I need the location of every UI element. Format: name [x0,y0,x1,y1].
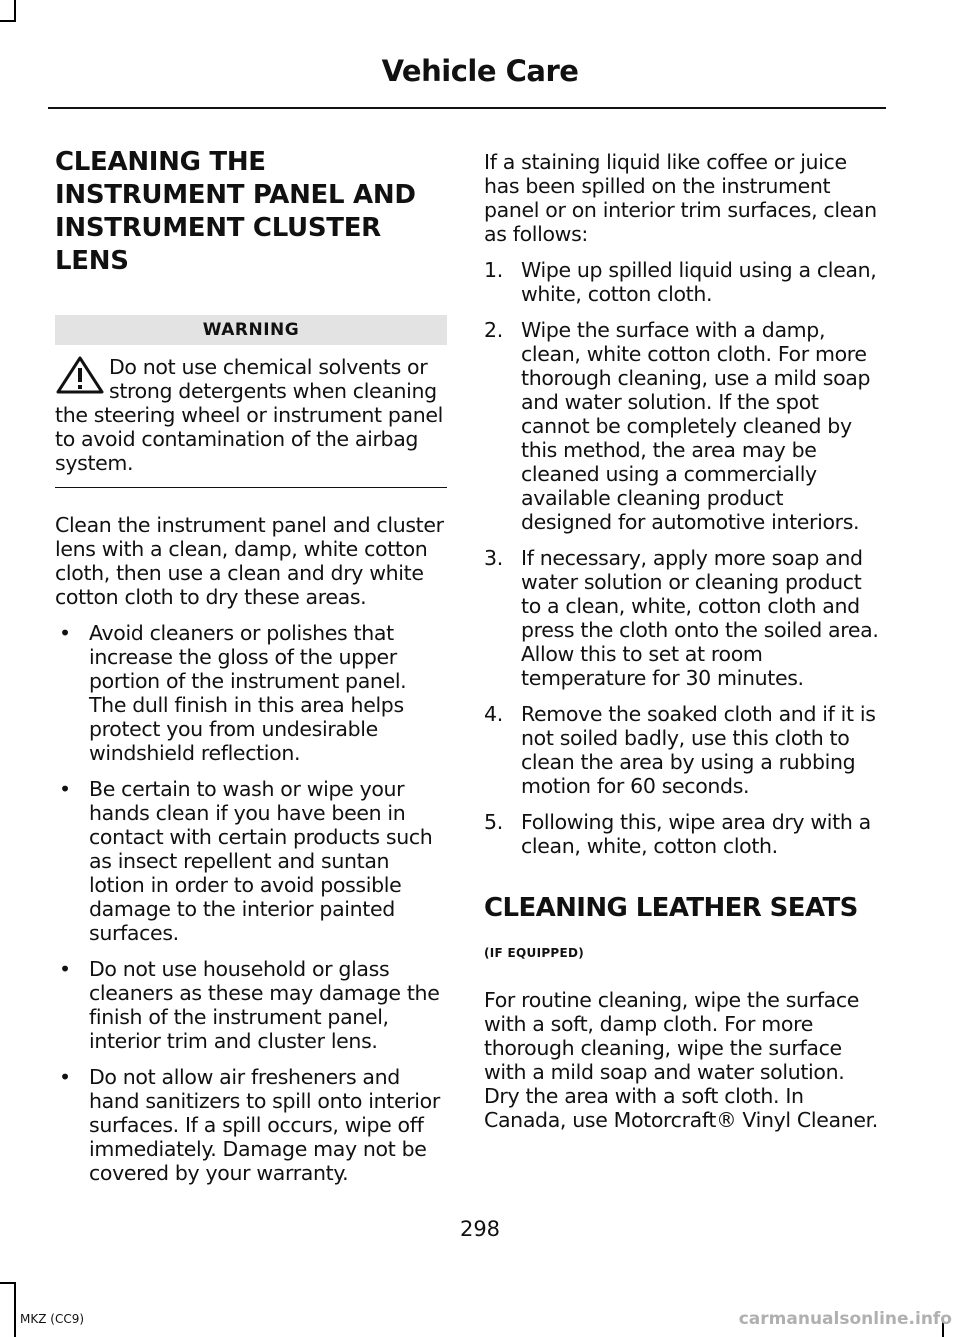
header-divider [48,107,886,109]
right-column [484,150,880,1132]
list-item [55,777,447,945]
leather-seats-paragraph: For routine cleaning, wipe the surface with a soft, damp cloth. For more thorough cleaning, wipe the surface with a mild soap and water solution. Dry the area with a soft cloth. In Canada, use Motorcraft® Vinyl Cleaner. [484,988,878,1132]
warning-triangle-icon [55,355,105,395]
section-title-line: INSTRUMENT PANEL AND [55,180,416,210]
cleaning-tips-list [55,621,447,1185]
section-title-line: INSTRUMENT CLUSTER [55,213,381,243]
bullet-icon: • [59,1065,71,1089]
cleaning-steps-list [484,258,880,858]
warning-body [55,355,447,488]
section-title-line: LENS [55,246,129,276]
step-number: 5. [484,810,503,834]
crop-mark-top-left-horizontal [0,20,14,22]
section-title-line: CLEANING THE [55,147,266,177]
step-item [484,258,880,306]
section-subtitle-if-equipped: (IF EQUIPPED) [484,946,585,960]
section-title-leather-seats: CLEANING LEATHER SEATS [484,893,858,923]
step-number: 3. [484,546,503,570]
left-column [55,146,447,1197]
bullet-icon: • [59,957,71,981]
warning-text: Do not use chemical solvents or strong detergents when cleaning the steering wheel or instrument panel to avoid contamination of the airbag system. [55,355,443,475]
list-item [55,621,447,765]
crop-mark-bottom-left-vertical [14,1282,16,1337]
footer-model-code: MKZ (CC9) [20,1312,85,1326]
step-number: 4. [484,702,503,726]
list-item-text: Do not allow air fresheners and hand sanitizers to spill onto interior surfaces. If a spill occurs, wipe off immediately. Damage may not be covered by your warranty. [89,1065,440,1185]
step-text: Wipe up spilled liquid using a clean, white, cotton cloth. [521,258,877,306]
step-text: Following this, wipe area dry with a clean, white, cotton cloth. [521,810,871,858]
section-title-instrument-panel [55,146,447,278]
step-item [484,810,880,858]
step-text: Remove the soaked cloth and if it is not soiled badly, use this cloth to clean the area by using a rubbing motion for 60 seconds. [521,702,876,798]
step-item [484,546,880,690]
list-item-text: Be certain to wash or wipe your hands clean if you have been in contact with certain products such as insect repellent and suntan lotion in order to avoid possible damage to the interior painted surfaces. [89,777,433,945]
staining-intro-paragraph: If a staining liquid like coffee or juice has been spilled on the instrument panel or on interior trim surfaces, clean as follows: [484,150,877,246]
bullet-icon: • [59,777,71,801]
warning-label: WARNING [55,315,447,345]
step-item [484,702,880,798]
page-header-title: Vehicle Care [381,54,579,88]
intro-paragraph: Clean the instrument panel and cluster lens with a clean, damp, white cotton cloth, then use a clean and dry white cotton cloth to dry these areas. [55,513,444,609]
list-item-text: Avoid cleaners or polishes that increase the gloss of the upper portion of the instrument panel. The dull finish in this area helps protect you from undesirable windshield reflection. [89,621,407,765]
crop-mark-top-left-vertical [14,0,16,22]
warning-box [55,315,447,488]
page-number: 298 [459,1217,501,1241]
list-item [55,957,447,1053]
step-text: Wipe the surface with a damp, clean, white cotton cloth. For more thorough cleaning, use a mild soap and water solution. If the spot cannot be completely cleaned by this method, the area may be cleaned using a commercially available cleaning product designed for automotive interiors. [521,318,871,534]
crop-mark-bottom-left-horizontal [0,1282,14,1284]
step-item [484,318,880,534]
list-item-text: Do not use household or glass cleaners as these may damage the finish of the instrument panel, interior trim and cluster lens. [89,957,440,1053]
step-number: 2. [484,318,503,342]
step-number: 1. [484,258,503,282]
footer-watermark: carmanualsonline.info [738,1309,952,1329]
bullet-icon: • [59,621,71,645]
list-item [55,1065,447,1185]
step-text: If necessary, apply more soap and water solution or cleaning product to a clean, white, cotton cloth and press the cloth onto the soiled area. Allow this to set at room temperature for 30 minutes. [521,546,879,690]
